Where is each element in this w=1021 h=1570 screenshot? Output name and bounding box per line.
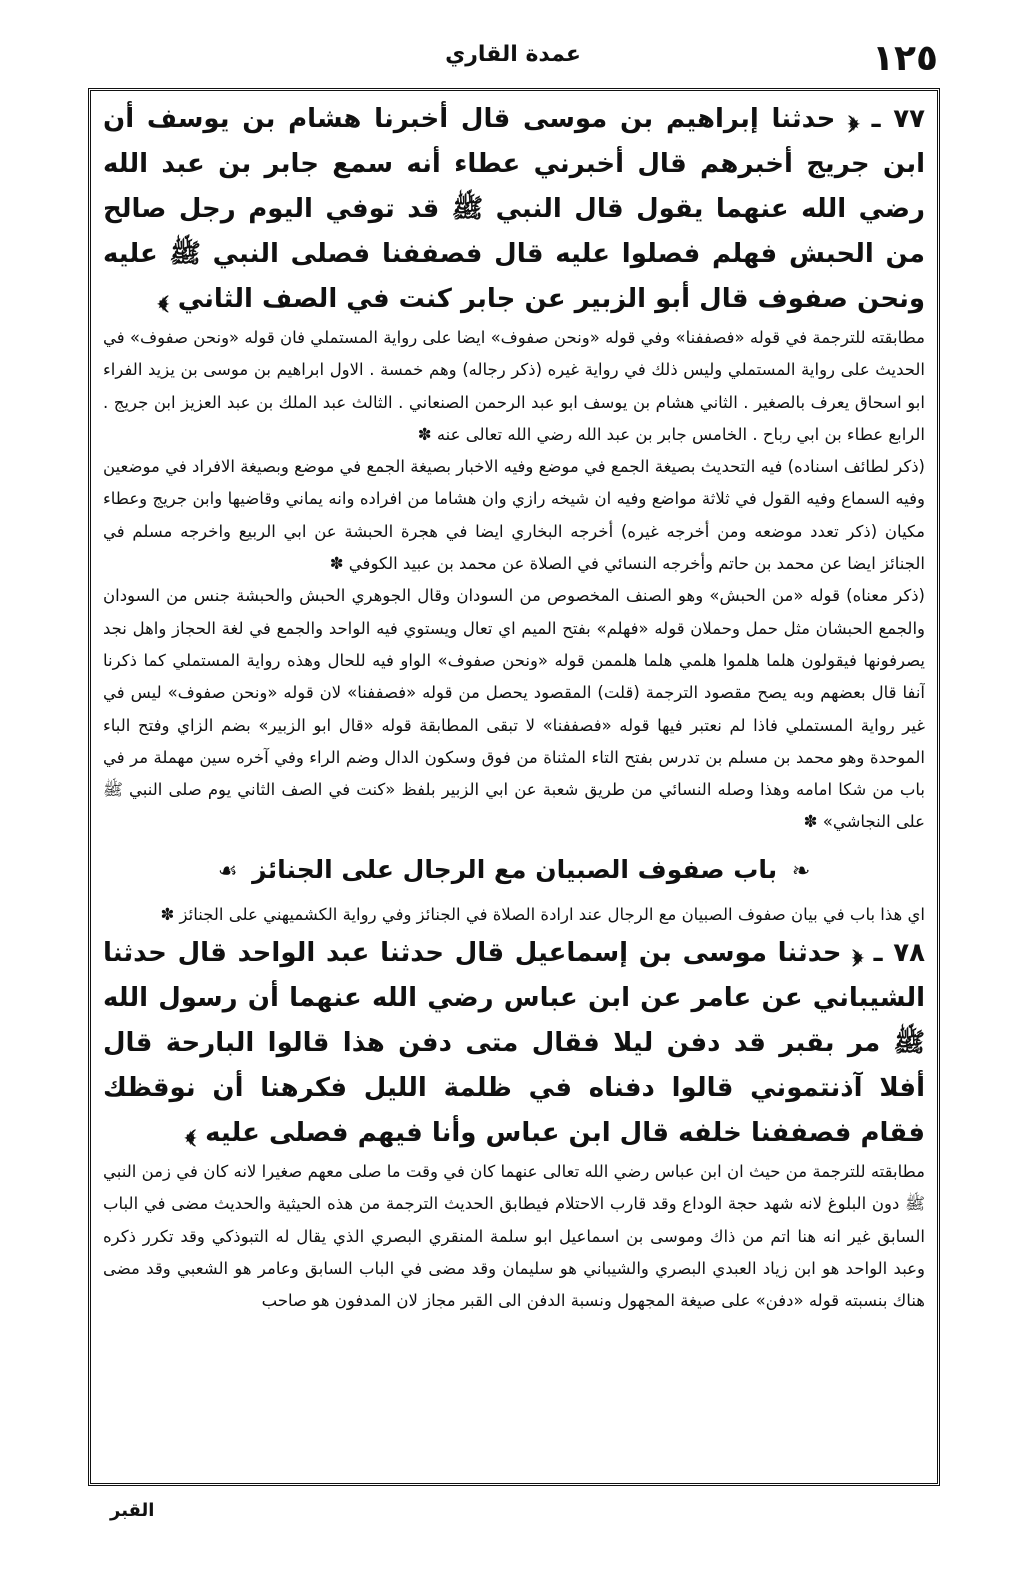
chapter-explanation: اي هذا باب في بيان صفوف الصبيان مع الرجال عند ارادة الصلاة في الجنائز وفي رواية الكشميهني على الجنائز ✽	[160, 904, 925, 924]
hadith-77: ٧٧ ـ ﴿ حدثنا إبراهيم بن موسى قال أخبرنا هشام بن يوسف أن ابن جريج أخبرهم قال أخبرني عطاء أنه سمع جابر بن عبد الله رضي الله عنهما يقول قال النبي ﷺ قد توفي اليوم رجل صالح من الحبش فهلم فصلوا عليه قال فصففنا فصلى النبي ﷺ عليه ونحن صفوف قال أبو الزبير عن جابر كنت في الصف الثاني ﴾	[103, 104, 925, 314]
hadith-78: ٧٨ ـ ﴿ حدثنا موسى بن إسماعيل قال حدثنا عبد الواحد قال حدثنا الشيباني عن عامر عن ابن عباس رضي الله عنهما أن رسول الله ﷺ مر بقبر قد دفن ليلا فقال متى دفن هذا قالوا البارحة قال أفلا آذنتموني قالوا دفناه في ظلمة الليل فكرهنا أن نوقظك فقام فصففنا خلفه قال ابن عباس وأنا فيهم فصلى عليه ﴾	[103, 938, 925, 1149]
ornament-right-icon: ❧	[791, 858, 811, 884]
text-frame	[88, 88, 940, 1486]
commentary-77-lataif: (ذكر لطائف اسناده) فيه التحديث بصيغة الجمع في موضع وفيه الاخبار بصيغة الجمع في موضع وبصيغة الافراد في موضعين وفيه السماع وفيه القول في ثلاثة مواضع وفيه ان شيخه رازي وان هشاما من افراده وانه يماني وقاضيها وابن جريج وعطاء مكيان (ذكر تعدد موضعه ومن أخرجه غيره) أخرجه البخاري ايضا في هجرة الحبشة عن ابي الربيع واخرجه مسلم في الجنائز ايضا عن محمد بن حاتم وأخرجه النسائي في الصلاة عن محمد بن عبيد الكوفي ✽	[103, 457, 925, 574]
chapter-title: باب صفوف الصبيان مع الرجال على الجنائز	[252, 854, 778, 884]
page-header	[88, 38, 938, 88]
page-number: ١٢٥	[872, 38, 938, 79]
running-title: عمدة القاري	[445, 42, 581, 67]
commentary-77-maana: (ذكر معناه) قوله «من الحبش» وهو الصنف المخصوص من السودان وقال الجوهري الحبش والحبشة جنس من السودان والجمع الحبشان مثل حمل وحملان قوله «فهلم» بفتح الميم اي تعال ويستوي فيه الواحد والجمع في لغة الحجاز واهل نجد يصرفونها فيقولون هلما هلموا هلمي هلما هلممن قوله «ونحن صفوف» الواو فيه للحال وهذه رواية المستملي كما ذكرنا آنفا قال بعضهم وبه يصح مقصود الترجمة (قلت) المقصود يحصل من قوله «فصففنا» لان قوله «ونحن صفوف» ليس في غير رواية المستملي فاذا لم نعتبر فيها قوله «فصففنا» لا تبقى المطابقة قوله «قال ابو الزبير» بضم الزاي وفتح الباء الموحدة وهو محمد بن مسلم بن تدرس بفتح التاء المثناة من فوق وسكون الدال وضم الراء وفي آخره سين مهملة مر في باب من شكا امامه وهذا وصله النسائي من طريق شعبة عن ابي الزبير بلفظ «كنت في الصف الثاني يوم صلى النبي ﷺ على النجاشي» ✽	[103, 586, 925, 832]
commentary-78: مطابقته للترجمة من حيث ان ابن عباس رضي الله تعالى عنهما كان في وقت ما صلى معهم صغيرا لانه كان في زمن النبي ﷺ دون البلوغ لانه شهد حجة الوداع وقد قارب الاحتلام فيطابق الحديث الترجمة من هذه الحيثية والحديث مضى في الباب السابق غير انه هنا اتم من ذاك وموسى بن اسماعيل ابو سلمة المنقري البصري الذي يقال له التبوذكي وقد تكرر ذكره وعبد الواحد هو ابن زياد العبدي البصري والشيباني هو سليمان وقد مضى في الباب السابق وعامر هو الشعبي وقد مضى هناك بنسبته قوله «دفن» على صيغة المجهول ونسبة الدفن الى القبر مجاز لان المدفون هو صاحب	[103, 1162, 925, 1311]
commentary-77-rijal: مطابقته للترجمة في قوله «فصففنا» وفي قوله «ونحن صفوف» ايضا على رواية المستملي فان قوله «ونحن صفوف» في الحديث على رواية المستملي وليس ذلك في رواية غيره (ذكر رجاله) وهم خمسة . الاول ابراهيم بن موسى بن يزيد الفراء ابو اسحاق يعرف بالصغير . الثاني هشام بن يوسف ابو عبد الرحمن الصنعاني . الثالث عبد الملك بن عبد العزيز ابن جريج . الرابع عطاء بن ابي رباح . الخامس جابر بن عبد الله رضي الله تعالى عنه ✽	[103, 328, 925, 444]
catchword: القبر	[110, 1500, 155, 1521]
ornament-left-icon: ☙	[217, 858, 238, 884]
page-content	[103, 97, 925, 1475]
chapter-title-line	[103, 841, 925, 899]
